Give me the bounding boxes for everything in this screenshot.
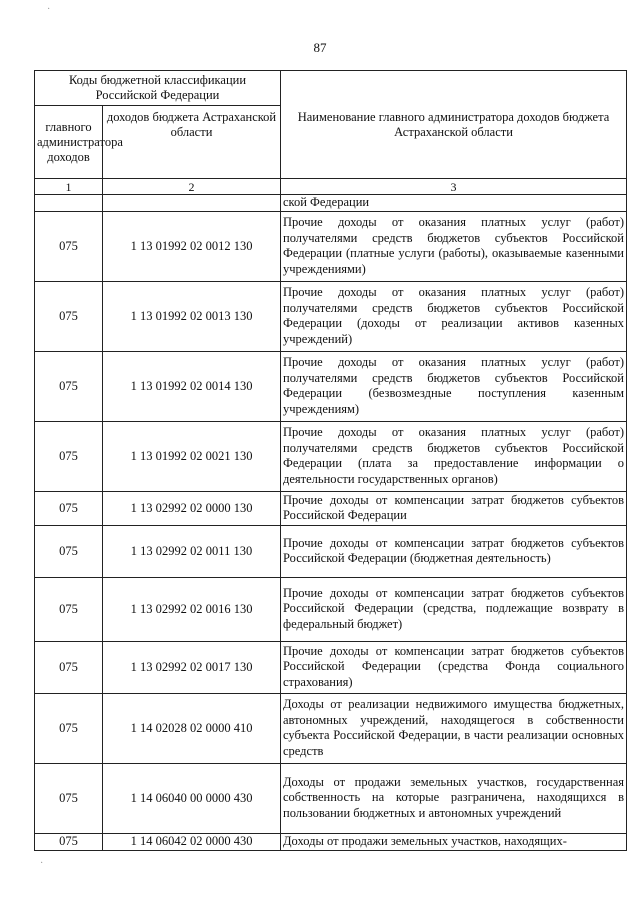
income-code-cell: 1 13 02992 02 0011 130 [103,525,281,577]
income-code-cell [103,195,281,212]
table-row [35,525,627,577]
admin-code-cell: 075 [35,833,103,850]
header-administrator-name: Наименование главного администратора доходов бюджета Астраханской области [281,71,627,179]
description-cell: Прочие доходы от оказания платных услуг (работ) получателями средств бюджетов субъектов Российской Федерации (плата за предоставление информации о деятельности государственных органов) [281,421,627,491]
scan-mark: · [40,858,44,869]
table-row [35,195,627,212]
scan-mark: · [47,4,51,15]
income-code-cell: 1 13 01992 02 0013 130 [103,281,281,351]
column-number: 3 [281,179,627,195]
income-code-cell: 1 13 02992 02 0017 130 [103,641,281,693]
header-income-code: доходов бюджета Астраханской области [103,106,281,179]
admin-code-cell: 075 [35,351,103,421]
income-code-cell: 1 13 02992 02 0000 130 [103,491,281,525]
table-row [35,693,627,763]
income-code-cell: 1 14 06040 00 0000 430 [103,763,281,833]
table-row [35,281,627,351]
admin-code-cell: 075 [35,763,103,833]
budget-classification-table [34,70,627,851]
column-number: 1 [35,179,103,195]
income-code-cell: 1 13 01992 02 0012 130 [103,211,281,281]
description-cell: Доходы от продажи земельных участков, государственная собственность на которые разграничена, находящихся в пользовании бюджетных и автономных учреждений [281,763,627,833]
income-code-cell: 1 13 01992 02 0021 130 [103,421,281,491]
table-row [35,577,627,641]
income-code-cell: 1 13 02992 02 0016 130 [103,577,281,641]
income-code-cell: 1 14 02028 02 0000 410 [103,693,281,763]
header-classification-codes: Коды бюджетной классификации Российской Федерации [35,71,281,106]
admin-code-cell: 075 [35,693,103,763]
admin-code-cell: 075 [35,421,103,491]
table-row [35,491,627,525]
description-cell: Прочие доходы от оказания платных услуг (работ) получателями средств бюджетов субъектов Российской Федерации (платные услуги (работы), оказываемые казенными учреждениями) [281,211,627,281]
table-row [35,421,627,491]
admin-code-cell: 075 [35,491,103,525]
table-row [35,833,627,850]
column-number: 2 [103,179,281,195]
table-row [35,641,627,693]
description-cell: Доходы от продажи земельных участков, находящих- [281,833,627,850]
table-row [35,763,627,833]
income-code-cell: 1 13 01992 02 0014 130 [103,351,281,421]
description-cell: Прочие доходы от оказания платных услуг (работ) получателями средств бюджетов субъектов Российской Федерации (безвозмездные поступления казенным учреждениям) [281,351,627,421]
table-row [35,211,627,281]
admin-code-cell: 075 [35,281,103,351]
description-cell: Прочие доходы от компенсации затрат бюджетов субъектов Российской Федерации [281,491,627,525]
header-admin-code: главного администратора доходов [35,106,103,179]
description-cell: Прочие доходы от компенсации затрат бюджетов субъектов Российской Федерации (бюджетная деятельность) [281,525,627,577]
income-code-cell: 1 14 06042 02 0000 430 [103,833,281,850]
description-cell: Прочие доходы от компенсации затрат бюджетов субъектов Российской Федерации (средства Фонда социального страхования) [281,641,627,693]
admin-code-cell: 075 [35,577,103,641]
table-row [35,351,627,421]
description-cell: Прочие доходы от оказания платных услуг (работ) получателями средств бюджетов субъектов Российской Федерации (доходы от реализации активов казенных учреждений) [281,281,627,351]
description-cell: ской Федерации [281,195,627,212]
admin-code-cell [35,195,103,212]
description-cell: Прочие доходы от компенсации затрат бюджетов субъектов Российской Федерации (средства, подлежащие возврату в федеральный бюджет) [281,577,627,641]
description-cell: Доходы от реализации недвижимого имущества бюджетных, автономных учреждений, находящегося в собственности субъекта Российской Федерации, в части реализации основных средств [281,693,627,763]
admin-code-cell: 075 [35,641,103,693]
admin-code-cell: 075 [35,211,103,281]
page-number: 87 [313,40,327,55]
admin-code-cell: 075 [35,525,103,577]
